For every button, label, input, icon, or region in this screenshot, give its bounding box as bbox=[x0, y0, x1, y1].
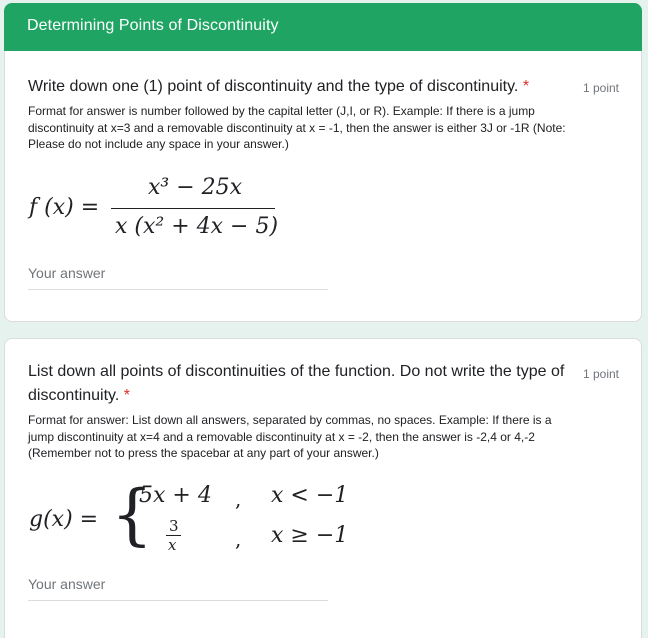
section-title: Determining Points of Discontinuity bbox=[27, 17, 279, 34]
question-description: Format for answer is number followed by the capital letter (J,I, or R). Example: If there is a jump discontinuity at x=3 and a removable discontinuity at x = -1, then the answer is either 3J or -1R (Note: Please do not include any space in your answer.) bbox=[28, 104, 566, 151]
answer-placeholder: Your answer bbox=[28, 265, 106, 281]
fraction-bar bbox=[111, 208, 275, 209]
left-brace: { bbox=[111, 476, 153, 553]
points-label: 1 point bbox=[582, 81, 619, 95]
formula-denominator bbox=[115, 214, 278, 239]
numerator-text: x³ − 25x bbox=[148, 175, 243, 200]
formula-numerator bbox=[148, 175, 242, 200]
answer-placeholder: Your answer bbox=[28, 576, 106, 592]
answer-input[interactable] bbox=[28, 261, 328, 290]
question-description: Format for answer: List down all answers, separated by commas, no spaces. Example: If there is a jump discontinuity at x=4 and a removable discontinuity at x = -2, then the answer is -2,4 or 4,-2 (Remember not to press the spacebar at any part of your answer.) bbox=[28, 413, 552, 460]
case-2-separator: , bbox=[235, 527, 242, 551]
denominator-text: x (x² + 4x − 5) bbox=[115, 214, 279, 239]
answer-input[interactable] bbox=[28, 572, 328, 601]
case-2-condition: x ≥ −1 bbox=[271, 523, 349, 548]
case-2-denominator: x bbox=[168, 536, 177, 554]
question-card-1 bbox=[4, 51, 642, 322]
points-label: 1 point bbox=[582, 367, 619, 381]
question-title-text: List down all points of discontinuities of the function. Do not write the type of discontinuity. bbox=[28, 363, 565, 404]
function-g-formula bbox=[27, 476, 387, 563]
question-title-text: Write down one (1) point of discontinuity and the type of discontinuity. bbox=[28, 78, 519, 95]
question-card-2 bbox=[4, 338, 642, 638]
function-f-formula bbox=[27, 169, 327, 249]
formula-lhs: f (x) = bbox=[29, 195, 100, 220]
case-1-condition: x < −1 bbox=[271, 483, 349, 508]
section-header bbox=[4, 3, 642, 51]
required-asterisk: * bbox=[522, 78, 530, 95]
required-asterisk: * bbox=[123, 387, 130, 404]
question-title bbox=[28, 360, 573, 408]
case-1-separator: , bbox=[235, 487, 242, 511]
case-2-numerator: 3 bbox=[169, 517, 179, 535]
case-1-expression: 5x + 4 bbox=[139, 483, 212, 508]
formula-lhs: g(x) = bbox=[29, 507, 99, 532]
question-title bbox=[28, 75, 573, 99]
